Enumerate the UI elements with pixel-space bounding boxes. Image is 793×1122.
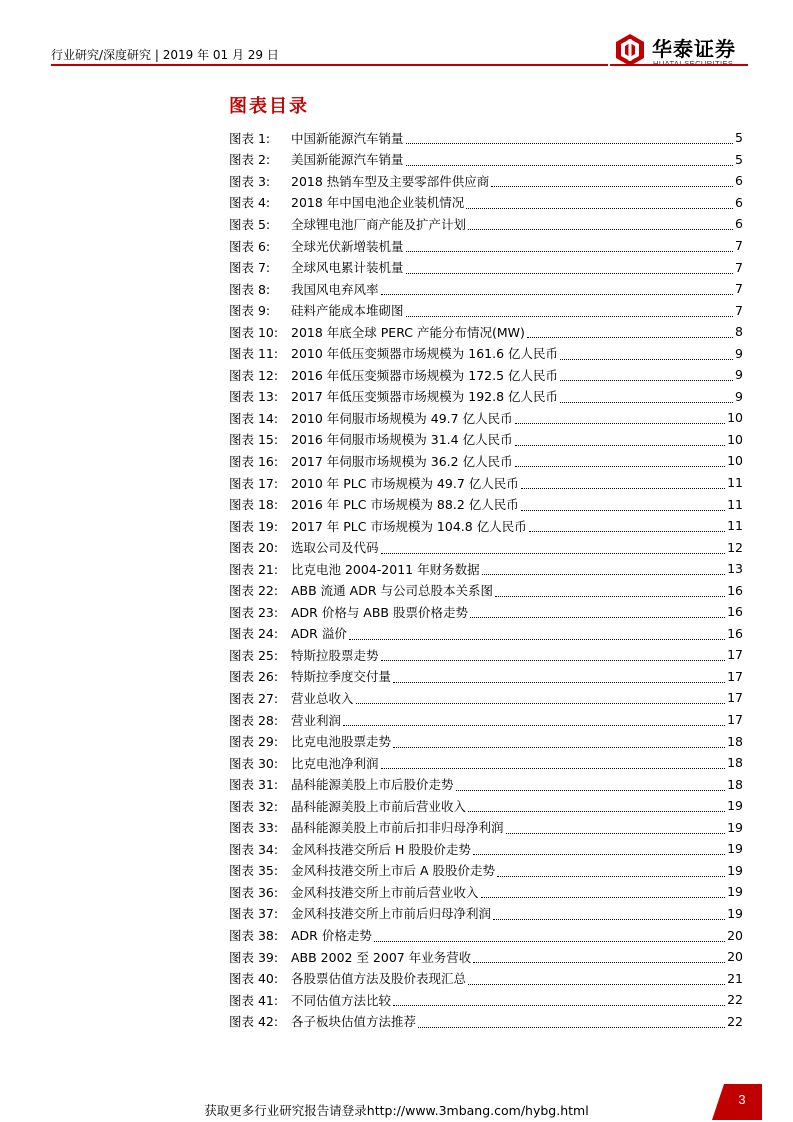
toc-entry-page: 11 bbox=[727, 496, 743, 512]
toc-leader-dots bbox=[393, 747, 725, 748]
toc-title: 图表目录 bbox=[229, 96, 309, 117]
toc-leader-dots bbox=[521, 488, 725, 489]
toc-entry[interactable] bbox=[229, 493, 743, 515]
toc-entry-label: 图表 19: bbox=[229, 518, 279, 534]
toc-leader-dots bbox=[343, 725, 725, 726]
toc-entry-label: 图表 34: bbox=[229, 841, 279, 857]
toc-entry[interactable] bbox=[229, 967, 743, 989]
toc-entry[interactable] bbox=[229, 795, 743, 817]
toc-leader-dots bbox=[521, 510, 725, 511]
toc-entry-label: 图表 39: bbox=[229, 949, 279, 965]
toc-entry-page: 22 bbox=[727, 992, 743, 1008]
toc-entry-label: 图表 17: bbox=[229, 475, 279, 491]
toc-entry[interactable] bbox=[229, 278, 743, 300]
toc-entry-label: 图表 21: bbox=[229, 561, 279, 577]
toc-entry-page: 7 bbox=[735, 281, 743, 297]
toc-leader-dots bbox=[406, 251, 733, 252]
toc-entry-title: 2016 年 PLC 市场规模为 88.2 亿人民币 bbox=[291, 497, 519, 513]
toc-entry-title: 各子板块估值方法推荐 bbox=[291, 1014, 417, 1030]
toc-entry-title: 营业总收入 bbox=[291, 690, 354, 706]
toc-entry-title: 各股票估值方法及股价表现汇总 bbox=[291, 971, 467, 987]
toc-entry-title: ADR 价格与 ABB 股票价格走势 bbox=[291, 604, 468, 620]
toc-entry-title: ABB 2002 至 2007 年业务营收 bbox=[291, 949, 472, 965]
toc-entry[interactable] bbox=[229, 1010, 743, 1032]
toc-entry-page: 17 bbox=[727, 690, 743, 706]
toc-entry-label: 图表 41: bbox=[229, 992, 279, 1008]
toc-entry-title: ADR 溢价 bbox=[291, 626, 347, 642]
toc-entry-page: 9 bbox=[735, 388, 743, 404]
toc-entry-page: 7 bbox=[735, 259, 743, 275]
toc-entry[interactable] bbox=[229, 149, 743, 171]
toc-entry-label: 图表 11: bbox=[229, 346, 279, 362]
footer-link[interactable]: 获取更多行业研究报告请登录http://www.3mbang.com/hybg.html bbox=[204, 1103, 589, 1118]
toc-leader-dots bbox=[393, 1005, 725, 1006]
toc-entry-label: 图表 28: bbox=[229, 712, 279, 728]
toc-entry-label: 图表 2: bbox=[229, 152, 271, 168]
toc-entry[interactable] bbox=[229, 666, 743, 688]
toc-entry-label: 图表 8: bbox=[229, 281, 271, 297]
toc-entry-page: 7 bbox=[735, 302, 743, 318]
toc-leader-dots bbox=[493, 919, 725, 920]
toc-entry-page: 19 bbox=[727, 841, 743, 857]
toc-leader-dots bbox=[497, 876, 725, 877]
toc-entry-title: 比克电池股票走势 bbox=[291, 734, 392, 750]
toc-entry-page: 18 bbox=[727, 776, 743, 792]
toc-leader-dots bbox=[468, 229, 733, 230]
toc-entry-page: 17 bbox=[727, 668, 743, 684]
toc-leader-dots bbox=[560, 359, 733, 360]
toc-entry-page: 9 bbox=[735, 367, 743, 383]
toc-leader-dots bbox=[481, 897, 726, 898]
toc-entry-page: 16 bbox=[727, 582, 743, 598]
toc-leader-dots bbox=[381, 660, 726, 661]
toc-entry-title: 2018 年中国电池企业装机情况 bbox=[291, 195, 465, 211]
toc-entry-title: 全球风电累计装机量 bbox=[291, 260, 404, 276]
toc-entry-page: 8 bbox=[735, 324, 743, 340]
toc-entry-label: 图表 13: bbox=[229, 389, 279, 405]
toc-entry[interactable] bbox=[229, 213, 743, 235]
toc-entry[interactable] bbox=[229, 235, 743, 257]
toc-entry-page: 13 bbox=[727, 561, 743, 577]
toc-entry[interactable] bbox=[229, 127, 743, 149]
toc-entry-label: 图表 32: bbox=[229, 798, 279, 814]
toc-entry-title: 2010 年伺服市场规模为 49.7 亿人民币 bbox=[291, 410, 513, 426]
toc-entry-label: 图表 29: bbox=[229, 734, 279, 750]
toc-entry-page: 21 bbox=[727, 970, 743, 986]
toc-entry-page: 19 bbox=[727, 884, 743, 900]
toc-entry-label: 图表 42: bbox=[229, 1014, 279, 1030]
toc-entry[interactable] bbox=[229, 881, 743, 903]
toc-entry[interactable] bbox=[229, 170, 743, 192]
toc-entry-title: 晶科能源美股上市前后扣非归母净利润 bbox=[291, 820, 504, 836]
toc-leader-dots bbox=[506, 833, 726, 834]
toc-entry-title: 金风科技港交所上市后 A 股股价走势 bbox=[291, 863, 495, 879]
toc-entry-label: 图表 38: bbox=[229, 928, 279, 943]
toc-entry-label: 图表 1: bbox=[229, 130, 271, 146]
toc-entry-title: 全球光伏新增装机量 bbox=[291, 238, 404, 254]
toc-leader-dots bbox=[406, 165, 733, 166]
toc-entry-page: 17 bbox=[727, 647, 743, 663]
toc-entry-title: 选取公司及代码 bbox=[291, 540, 379, 556]
toc-entry-label: 图表 18: bbox=[229, 497, 279, 513]
toc-entry-label: 图表 25: bbox=[229, 647, 279, 663]
toc-entry-page: 10 bbox=[727, 410, 743, 426]
toc-entry-label: 图表 35: bbox=[229, 863, 279, 879]
toc-entry-label: 图表 16: bbox=[229, 453, 279, 469]
toc-entry-page: 20 bbox=[727, 949, 743, 965]
toc-leader-dots bbox=[406, 143, 733, 144]
page-number: 3 bbox=[738, 1092, 746, 1107]
toc-entry[interactable] bbox=[229, 817, 743, 839]
toc-entry-label: 图表 23: bbox=[229, 604, 279, 620]
toc-entry-label: 图表 20: bbox=[229, 540, 279, 556]
toc-leader-dots bbox=[527, 337, 733, 338]
toc-entry[interactable] bbox=[229, 536, 743, 558]
toc-entry-label: 图表 3: bbox=[229, 173, 271, 189]
header-breadcrumb: 行业研究/深度研究 | 2019 年 01 月 29 日 bbox=[51, 48, 279, 62]
toc-leader-dots bbox=[515, 423, 726, 424]
toc-entry[interactable] bbox=[229, 860, 743, 882]
toc-entry-label: 图表 22: bbox=[229, 583, 279, 599]
toc-leader-dots bbox=[356, 703, 726, 704]
toc-entry-label: 图表 26: bbox=[229, 669, 279, 685]
toc-entry-page: 6 bbox=[735, 173, 743, 189]
toc-entry-title: 营业利润 bbox=[291, 712, 342, 728]
toc-entry-page: 19 bbox=[727, 798, 743, 814]
toc-entry-title: 我国风电弃风率 bbox=[291, 281, 379, 297]
toc-entry[interactable] bbox=[229, 623, 743, 645]
toc-entry-title: 中国新能源汽车销量 bbox=[291, 130, 404, 146]
toc-entry-label: 图表 5: bbox=[229, 216, 271, 232]
toc-leader-dots bbox=[515, 445, 726, 446]
toc-entry-title: 不同估值方法比较 bbox=[291, 992, 392, 1008]
toc-entry-title: 特斯拉股票走势 bbox=[291, 647, 379, 663]
toc-entry-title: 2017 年 PLC 市场规模为 104.8 亿人民币 bbox=[291, 518, 527, 534]
toc-entry[interactable] bbox=[229, 407, 743, 429]
toc-entry[interactable] bbox=[229, 989, 743, 1011]
toc-leader-dots bbox=[374, 941, 725, 942]
toc-entry-title: 美国新能源汽车销量 bbox=[291, 152, 404, 168]
toc-leader-dots bbox=[466, 208, 733, 209]
toc-leader-dots bbox=[482, 574, 726, 575]
toc-entry-label: 图表 40: bbox=[229, 971, 279, 987]
toc-entry-title: 2017 年低压变频器市场规模为 192.8 亿人民币 bbox=[291, 389, 559, 405]
toc-leader-dots bbox=[456, 790, 726, 791]
huatai-logo-icon bbox=[615, 33, 645, 67]
toc-entry-title: 2016 年伺服市场规模为 31.4 亿人民币 bbox=[291, 432, 513, 448]
toc-entry-label: 图表 10: bbox=[229, 324, 279, 340]
toc-entry[interactable] bbox=[229, 450, 743, 472]
toc-leader-dots bbox=[393, 682, 725, 683]
toc-entry[interactable] bbox=[229, 946, 743, 968]
toc-entry-page: 6 bbox=[735, 194, 743, 210]
toc-entry-page: 20 bbox=[727, 927, 743, 943]
toc-entry-page: 18 bbox=[727, 755, 743, 771]
toc-entry-label: 图表 31: bbox=[229, 777, 279, 793]
toc-entry[interactable] bbox=[229, 558, 743, 580]
toc-entry[interactable] bbox=[229, 299, 743, 321]
toc-entry-title: 金风科技港交所上市前后营业收入 bbox=[291, 884, 479, 900]
toc-entry-label: 图表 36: bbox=[229, 884, 279, 900]
toc-leader-dots bbox=[381, 768, 726, 769]
toc-entry-page: 5 bbox=[735, 151, 743, 167]
toc-entry-page: 19 bbox=[727, 819, 743, 835]
toc-entry[interactable] bbox=[229, 903, 743, 925]
toc-entry-page: 9 bbox=[735, 345, 743, 361]
toc-entry-page: 10 bbox=[727, 431, 743, 447]
toc-entry-page: 11 bbox=[727, 475, 743, 491]
toc-leader-dots bbox=[473, 962, 725, 963]
toc-leader-dots bbox=[418, 1027, 725, 1028]
toc-entry-page: 7 bbox=[735, 238, 743, 253]
toc-entry[interactable] bbox=[229, 364, 743, 386]
toc-entry-page: 6 bbox=[735, 216, 743, 232]
toc-entry[interactable] bbox=[229, 256, 743, 278]
toc-entry-title: 硅料产能成本堆砌图 bbox=[291, 303, 404, 319]
toc-leader-dots bbox=[406, 273, 733, 274]
toc-entry-title: 2010 年 PLC 市场规模为 49.7 亿人民币 bbox=[291, 475, 519, 491]
toc-entry[interactable] bbox=[229, 687, 743, 709]
toc-entry-label: 图表 24: bbox=[229, 626, 279, 642]
toc-leader-dots bbox=[529, 531, 725, 532]
logo-underline bbox=[610, 64, 748, 66]
toc-entry[interactable] bbox=[229, 601, 743, 623]
toc-entry[interactable] bbox=[229, 342, 743, 364]
toc-entry-page: 19 bbox=[727, 905, 743, 921]
toc-entry-page: 5 bbox=[735, 130, 743, 146]
toc-leader-dots bbox=[470, 617, 725, 618]
toc-leader-dots bbox=[491, 186, 733, 187]
toc-entry[interactable] bbox=[229, 429, 743, 451]
toc-entry-title: 金风科技港交所后 H 股股价走势 bbox=[291, 841, 471, 857]
toc-leader-dots bbox=[468, 984, 725, 985]
toc-entry[interactable] bbox=[229, 730, 743, 752]
toc-entry-title: 2010 年低压变频器市场规模为 161.6 亿人民币 bbox=[291, 346, 559, 362]
toc-entry-title: ABB 流通 ADR 与公司总股本关系图 bbox=[291, 583, 493, 599]
toc-entry-title: 比克电池 2004-2011 年财务数据 bbox=[291, 561, 480, 577]
toc-entry-label: 图表 15: bbox=[229, 432, 279, 448]
toc-entry-label: 图表 33: bbox=[229, 820, 279, 836]
toc-leader-dots bbox=[381, 294, 733, 295]
toc-entry[interactable] bbox=[229, 644, 743, 666]
toc-entry[interactable] bbox=[229, 579, 743, 601]
toc-entry-title: 晶科能源美股上市后股价走势 bbox=[291, 777, 454, 793]
toc-leader-dots bbox=[473, 854, 725, 855]
toc-entry-page: 22 bbox=[727, 1013, 743, 1029]
toc-leader-dots bbox=[381, 553, 726, 554]
toc-entry[interactable] bbox=[229, 386, 743, 408]
toc-leader-dots bbox=[560, 402, 733, 403]
toc-entry-page: 18 bbox=[727, 733, 743, 749]
toc-entry[interactable] bbox=[229, 773, 743, 795]
toc-entry[interactable] bbox=[229, 515, 743, 537]
toc-entry-title: 2018 年底全球 PERC 产能分布情况(MW) bbox=[291, 324, 525, 340]
toc-entry-title: 晶科能源美股上市前后营业收入 bbox=[291, 798, 467, 814]
toc-list bbox=[229, 127, 743, 1032]
toc-entry[interactable] bbox=[229, 752, 743, 774]
toc-leader-dots bbox=[515, 466, 726, 467]
toc-leader-dots bbox=[468, 811, 725, 812]
toc-entry-label: 图表 14: bbox=[229, 410, 279, 426]
toc-entry-page: 16 bbox=[727, 604, 743, 620]
toc-entry[interactable] bbox=[229, 192, 743, 214]
toc-entry-label: 图表 6: bbox=[229, 238, 271, 254]
toc-entry-label: 图表 12: bbox=[229, 367, 279, 383]
toc-entry-title: 比克电池净利润 bbox=[291, 755, 379, 771]
toc-entry-label: 图表 9: bbox=[229, 303, 271, 319]
toc-entry-page: 10 bbox=[727, 453, 743, 469]
toc-entry-label: 图表 27: bbox=[229, 690, 279, 706]
toc-entry-label: 图表 7: bbox=[229, 260, 271, 276]
toc-entry[interactable] bbox=[229, 321, 743, 343]
toc-entry-page: 11 bbox=[727, 518, 743, 534]
header-divider bbox=[51, 64, 608, 66]
toc-entry-title: 2016 年低压变频器市场规模为 172.5 亿人民币 bbox=[291, 367, 559, 383]
toc-leader-dots bbox=[349, 639, 725, 640]
toc-entry-page: 12 bbox=[727, 539, 743, 555]
toc-leader-dots bbox=[406, 316, 733, 317]
toc-entry-title: ADR 价格走势 bbox=[291, 928, 372, 943]
toc-entry[interactable] bbox=[229, 472, 743, 494]
company-name-cn: 华泰证券 bbox=[652, 37, 736, 61]
toc-entry-title: 2017 年伺服市场规模为 36.2 亿人民币 bbox=[291, 453, 513, 469]
toc-entry-page: 19 bbox=[727, 862, 743, 878]
toc-entry-label: 图表 30: bbox=[229, 755, 279, 771]
toc-entry-title: 全球锂电池厂商产能及扩产计划 bbox=[291, 216, 467, 232]
toc-entry-page: 16 bbox=[727, 625, 743, 641]
toc-entry[interactable] bbox=[229, 709, 743, 731]
toc-entry-title: 金风科技港交所上市前后归母净利润 bbox=[291, 906, 492, 922]
toc-entry-title: 2018 热销车型及主要零部件供应商 bbox=[291, 173, 490, 189]
toc-entry[interactable] bbox=[229, 838, 743, 860]
toc-entry[interactable] bbox=[229, 924, 743, 946]
toc-entry-label: 图表 37: bbox=[229, 906, 279, 922]
toc-leader-dots bbox=[495, 596, 725, 597]
toc-entry-label: 图表 4: bbox=[229, 195, 271, 211]
toc-entry-title: 特斯拉季度交付量 bbox=[291, 669, 392, 685]
toc-leader-dots bbox=[560, 380, 733, 381]
toc-entry-page: 17 bbox=[727, 712, 743, 728]
